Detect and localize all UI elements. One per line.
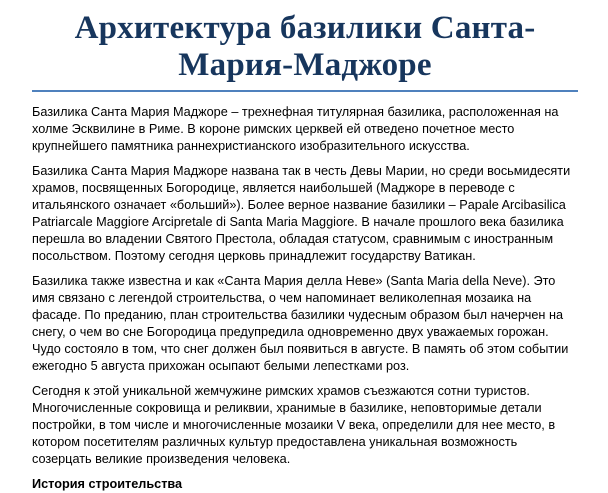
document-page bbox=[0, 10, 608, 491]
section-heading-history: История строительства bbox=[32, 477, 183, 491]
paragraph-intro: Базилика Санта Мария Маджоре – трехнефная титулярная базилика, расположенная на холме Эсквилине в Риме. В короне римских церквей ей отведено почетное место крупнейшего памятника раннехристианского изобразительного искусства. bbox=[32, 105, 559, 153]
paragraph-name: Базилика Санта Мария Маджоре названа так в честь Девы Марии, но среди восьмидесяти храмов, посвященных Богородице, является наибольшей (Маджоре в переводе с итальянского означает «больший»). Более верное название базилики – Papale Arcibasilica Patriarcale Maggiore Arcipretale di Santa Maria Maggiore. В начале прошлого века базилика перешла во владении Святого Престола, обладая статусом, сравнимым с иностранным посольством. Поэтому сегодня церковь принадлежит государству Ватикан. bbox=[32, 164, 571, 263]
document-body bbox=[32, 104, 578, 493]
title-underline bbox=[32, 90, 578, 92]
paragraph-legend: Базилика также известна и как «Санта Мария делла Неве» (Santa Maria della Neve). Это имя связано с легендой строительства, о чем напоминает великолепная мозаика на фасаде. По преданию, план строительства базилики чудесным образом был начерчен на снегу, о чем во сне Богородица предупредила одновременно двух уважаемых горожан. Чудо состояло в том, что снег должен был появиться в августе. В память об этом событии ежегодно 5 августа прихожан осыпают белыми лепестками роз. bbox=[32, 274, 569, 373]
paragraph-tourists: Сегодня к этой уникальной жемчужине римских храмов съезжаются сотни туристов. Многочисленные сокровища и реликвии, хранимые в базилике, неповторимые детали постройки, в том числе и многочисленные мозаики V века, определили для нее место, в котором посетителям различных культур предоставлена уникальная возможность созерцать великие произведения человека. bbox=[32, 384, 556, 466]
document-title: Архитектура базилики Санта-Мария-Маджоре bbox=[74, 10, 536, 83]
